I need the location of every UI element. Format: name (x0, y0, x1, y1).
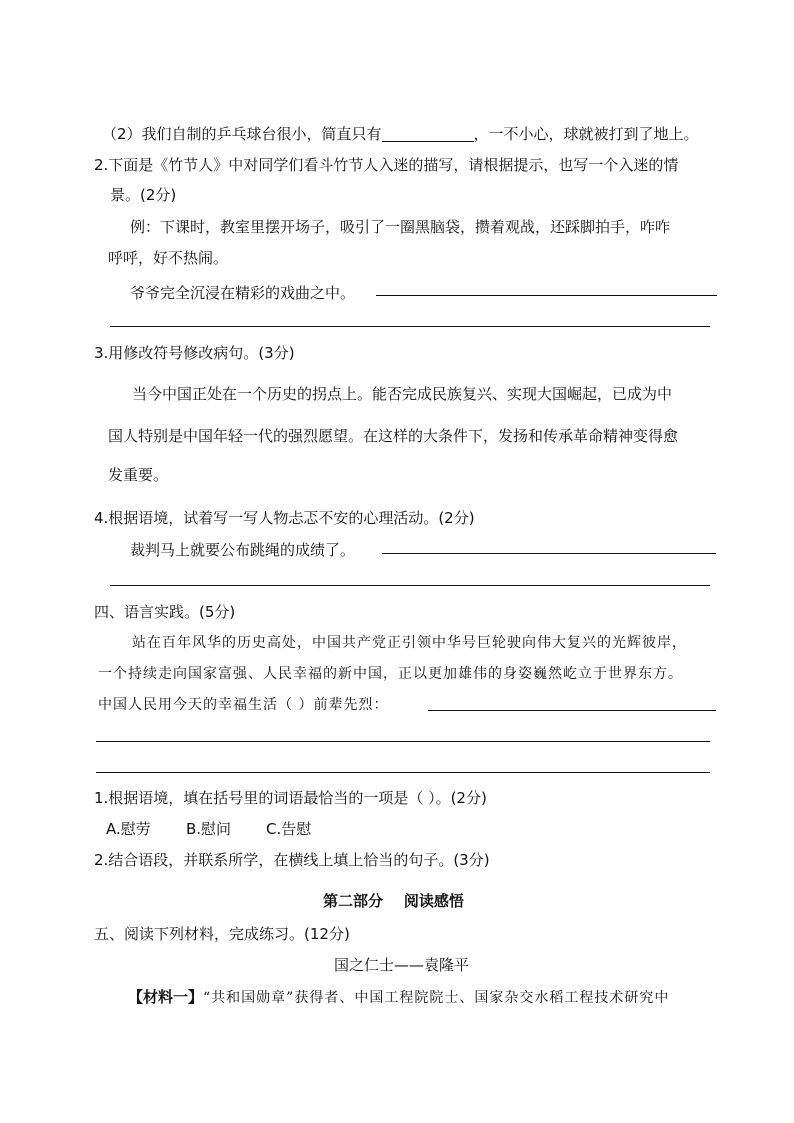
question-3-title: 3.用修改符号修改病句。(3分) (94, 344, 295, 362)
section-5-title: 五、阅读下列材料，完成练习。(12分) (94, 925, 350, 943)
question-2-title-line1: 2.下面是《竹节人》中对同学们看斗竹节人入迷的描写，请根据提示，也写一个入迷的情 (94, 156, 679, 174)
question-2-prompt: 爷爷完全沉浸在精彩的戏曲之中。 (130, 284, 356, 302)
section-4-title: 四、语言实践。(5分) (94, 603, 236, 621)
question-text: ，一不小心，球就被打到了地上。 (473, 125, 699, 143)
material-1 (128, 987, 669, 1008)
passage-line3: 中国人民用今天的幸福生活（ ）前辈先烈： (98, 697, 389, 713)
option-b[interactable]: B.慰问 (186, 820, 232, 838)
material-label: 【材料一】 (128, 988, 204, 1006)
passage-line1: 站在百年风华的历史高处，中国共产党正引领中华号巨轮驶向伟大复兴的光辉彼岸， (132, 635, 687, 651)
answer-line[interactable] (376, 295, 717, 296)
example-line2: 呼呼，好不热闹。 (108, 249, 229, 267)
question-4-title: 4.根据语境，试着写一写人物忐忑不安的心理活动。(2分) (94, 509, 475, 527)
material-text: “共和国勋章”获得者、中国工程院院士、国家杂交水稻工程技术研究中 (203, 990, 670, 1006)
sentence-line3: 发重要。 (108, 466, 169, 484)
answer-line[interactable] (382, 553, 716, 554)
section-4-question-1: 1.根据语境，填在括号里的词语最恰当的一项是（ ）。(2分) (94, 789, 487, 807)
answer-line[interactable] (110, 585, 710, 586)
option-c[interactable]: C.告慰 (266, 820, 312, 838)
passage-line2: 一个持续走向国家富强、人民幸福的新中国，正以更加雄伟的身姿巍然屹立于世界东方。 (98, 666, 683, 682)
answer-line[interactable] (110, 326, 710, 327)
part-2-heading: 第二部分 阅读感悟 (323, 892, 464, 910)
sentence-line1: 当今中国正处在一个历史的拐点上。能否完成民族复兴、实现大国崛起，已成为中 (132, 385, 673, 403)
answer-blank[interactable] (382, 125, 474, 142)
question-1-part-2 (102, 124, 699, 144)
answer-line[interactable] (96, 772, 710, 773)
question-2-title-line2: 景。(2分) (110, 186, 177, 204)
sentence-line2: 国人特别是中国年轻一代的强烈愿望。在这样的大条件下，发扬和传承革命精神变得愈 (108, 427, 679, 445)
example-line1: 例：下课时，教室里摆开场子，吸引了一圈黑脑袋，攒着观战，还踩脚拍手，咋咋 (130, 218, 671, 236)
question-text: （2）我们自制的乒乓球台很小，简直只有 (102, 125, 382, 143)
answer-line[interactable] (96, 741, 710, 742)
question-4-prompt: 裁判马上就要公布跳绳的成绩了。 (130, 541, 356, 559)
answer-line[interactable] (428, 710, 716, 711)
section-4-question-2: 2.结合语段，并联系所学，在横线上填上恰当的句子。(3分) (94, 851, 490, 869)
option-a[interactable]: A.慰劳 (106, 820, 151, 838)
article-title: 国之仁士——袁隆平 (334, 956, 470, 974)
